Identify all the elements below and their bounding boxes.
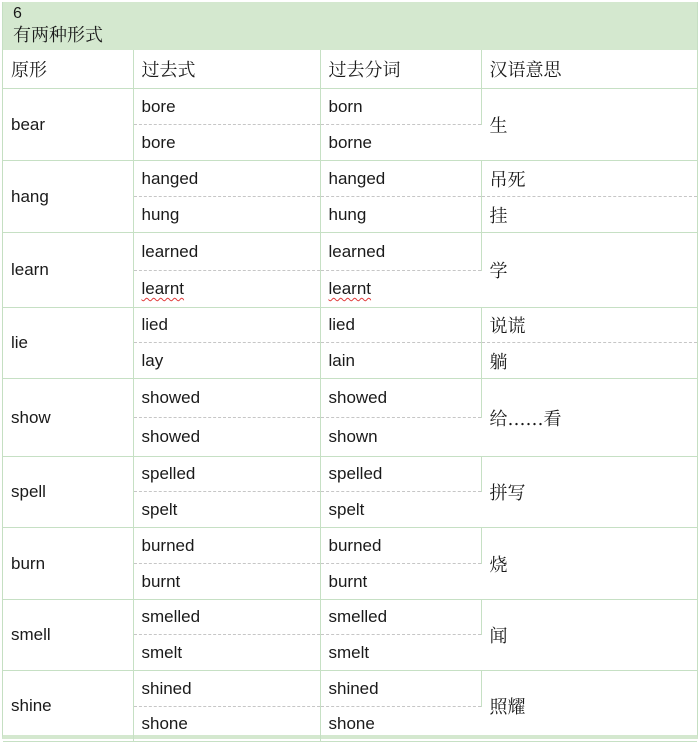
cell-past-participle: spelled: [320, 457, 481, 492]
cell-past: lied: [133, 308, 320, 343]
table-row: [3, 308, 697, 343]
table-header-bar: [3, 2, 697, 50]
cell-past: learned: [133, 233, 320, 271]
cell-past-participle: showed: [320, 379, 481, 418]
table-row: [3, 528, 697, 564]
cell-past: showed: [133, 379, 320, 418]
cell-past-participle: lain: [320, 343, 481, 379]
cell-past-participle: born: [320, 89, 481, 125]
cell-past: spelt: [133, 492, 320, 528]
irregular-verb-table: [3, 50, 697, 742]
column-header-base: 原形: [3, 50, 133, 89]
cell-base-form: burn: [3, 528, 133, 600]
cell-meaning: 生: [481, 89, 697, 161]
table-row: [3, 161, 697, 197]
cell-past-participle: hung: [320, 197, 481, 233]
cell-past-participle: burned: [320, 528, 481, 564]
cell-past: shined: [133, 671, 320, 707]
cell-past-participle: lied: [320, 308, 481, 343]
table-row: [3, 671, 697, 707]
table-row: [3, 379, 697, 418]
section-title: 有两种形式: [13, 25, 103, 46]
cell-past-participle: shone: [320, 707, 481, 742]
table-row: [3, 233, 697, 271]
cell-base-form: learn: [3, 233, 133, 308]
cell-past-participle: spelt: [320, 492, 481, 528]
cell-past: [133, 271, 320, 308]
table-row: [3, 600, 697, 635]
cell-past-participle: smelled: [320, 600, 481, 635]
table-row: [3, 89, 697, 125]
cell-past-participle: [320, 271, 481, 308]
cell-base-form: hang: [3, 161, 133, 233]
cell-past-participle: shown: [320, 418, 481, 457]
column-header-row: [3, 50, 697, 89]
column-header-past: 过去式: [133, 50, 320, 89]
cell-past-participle: shined: [320, 671, 481, 707]
cell-meaning: 烧: [481, 528, 697, 600]
cell-past: burned: [133, 528, 320, 564]
cell-meaning: 闻: [481, 600, 697, 671]
section-number: 6: [13, 5, 22, 22]
verb-table-container: [2, 2, 698, 739]
cell-base-form: lie: [3, 308, 133, 379]
cell-base-form: spell: [3, 457, 133, 528]
cell-meaning: 照耀: [481, 671, 697, 742]
cell-past-participle: burnt: [320, 564, 481, 600]
cell-base-form: show: [3, 379, 133, 457]
cell-meaning: 说谎: [481, 308, 697, 343]
cell-meaning: 给……看: [481, 379, 697, 457]
cell-past-participle: borne: [320, 125, 481, 161]
cell-past-participle: hanged: [320, 161, 481, 197]
cell-past: spelled: [133, 457, 320, 492]
cell-past: bore: [133, 125, 320, 161]
cell-past: hung: [133, 197, 320, 233]
column-header-meaning: 汉语意思: [481, 50, 697, 89]
cell-past: shone: [133, 707, 320, 742]
cell-meaning: 挂: [481, 197, 697, 233]
cell-past-participle: smelt: [320, 635, 481, 671]
cell-past-participle: learned: [320, 233, 481, 271]
spellcheck-word: learnt: [141, 279, 185, 298]
table-row: [3, 457, 697, 492]
cell-past: hanged: [133, 161, 320, 197]
cell-past: showed: [133, 418, 320, 457]
cell-base-form: smell: [3, 600, 133, 671]
spellcheck-word: learnt: [328, 279, 372, 298]
cell-meaning: 学: [481, 233, 697, 308]
cell-meaning: 吊死: [481, 161, 697, 197]
cell-past: smelled: [133, 600, 320, 635]
cell-meaning: 拼写: [481, 457, 697, 528]
cell-meaning: 躺: [481, 343, 697, 379]
cell-past: bore: [133, 89, 320, 125]
cell-base-form: bear: [3, 89, 133, 161]
column-header-past-participle: 过去分词: [320, 50, 481, 89]
cell-past: lay: [133, 343, 320, 379]
cell-past: burnt: [133, 564, 320, 600]
cell-past: smelt: [133, 635, 320, 671]
cell-base-form: shine: [3, 671, 133, 742]
